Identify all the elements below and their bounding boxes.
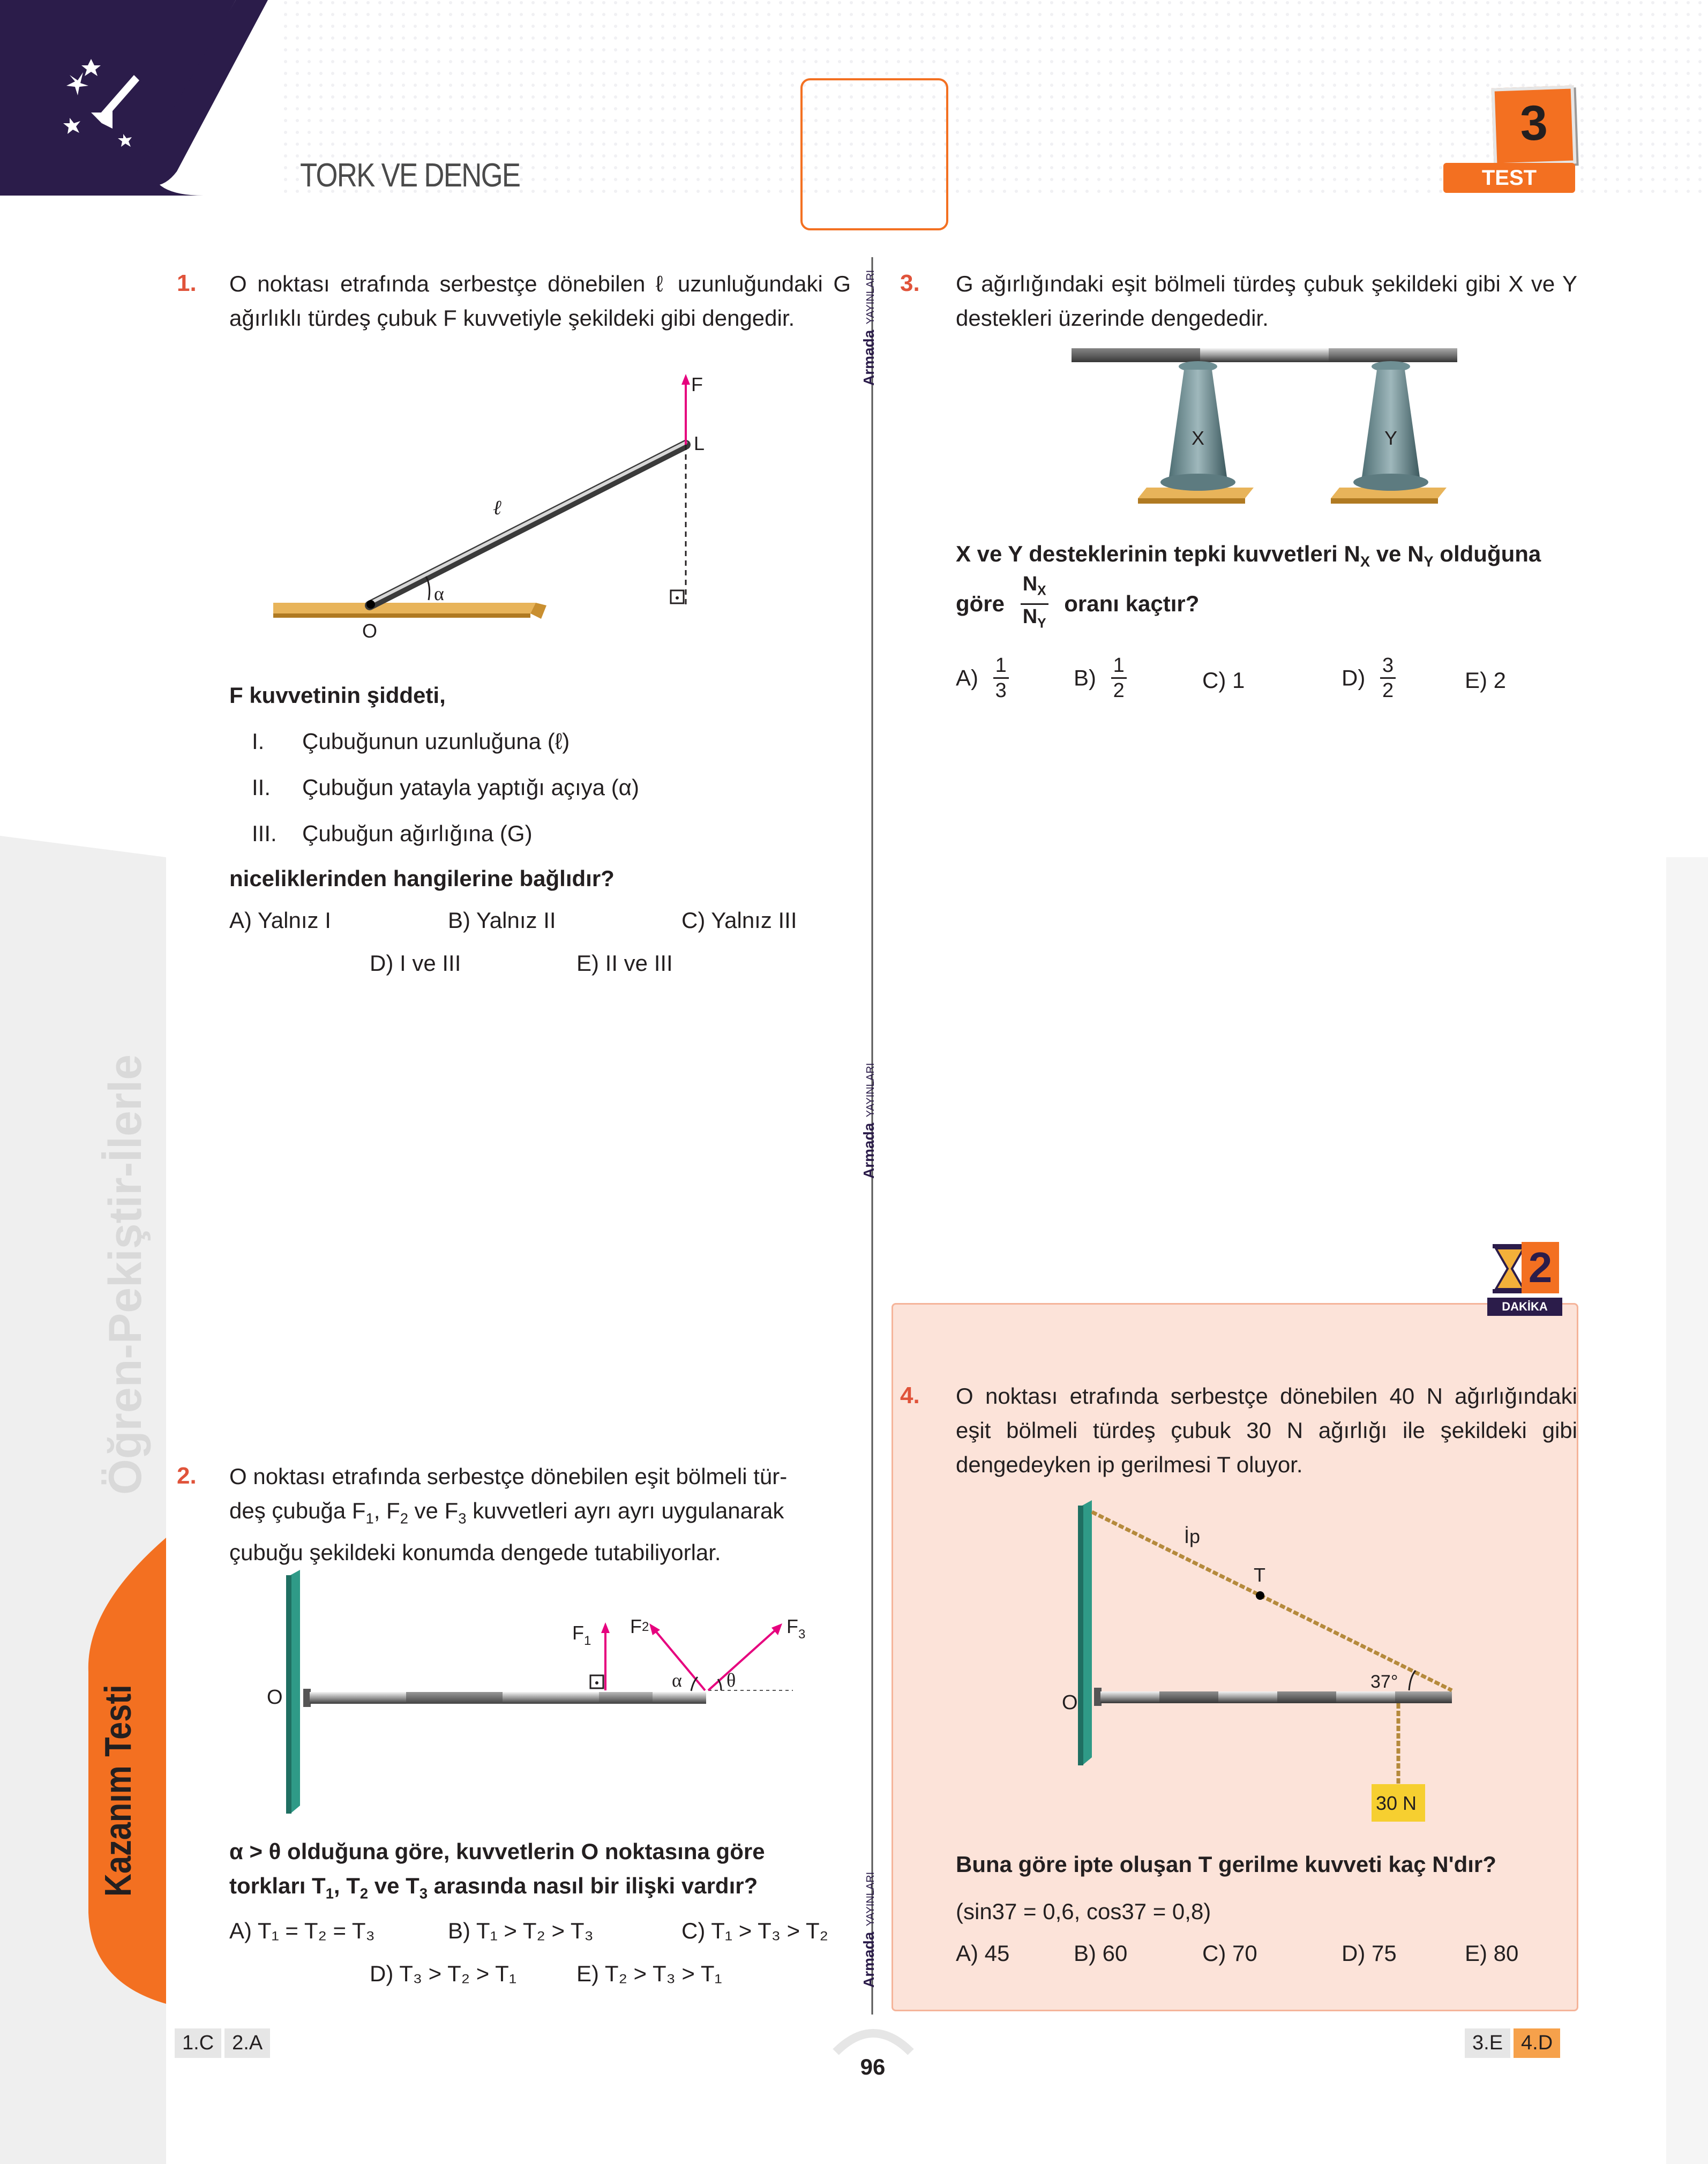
roman-item-numeral: II. (252, 775, 271, 800)
svg-text:F1: $F_1$ (572, 1622, 591, 1648)
question-number: 3. (900, 270, 920, 296)
option-c[interactable]: C) 1 (1202, 668, 1245, 693)
answer-key-item: 1.C (175, 2028, 221, 2058)
section-label: Kazanım Testi (97, 1684, 139, 1897)
fig-label-ell: ℓ (493, 497, 501, 519)
fig-label-F1: F (572, 1622, 584, 1644)
roman-item-numeral: III. (252, 821, 277, 846)
svg-text:F3: $F_3$ (786, 1615, 806, 1642)
option-a[interactable]: A) T₁ = T₂ = T₃ (229, 1918, 375, 1943)
fig-label-theta: θ (726, 1669, 736, 1691)
option-e[interactable]: E) 2 (1465, 668, 1507, 693)
question-text: O noktası etrafında serbestçe dönebilen eşit bölmeli tür- deş çubuğa $F_1$, $F_2$ ve $F_3$ kuvvetleri ayrı ayrı uygulanarak çubuğu şekildeki konumda dengede tutabiliyorlar. (229, 1464, 788, 1566)
answer-key-right (1465, 2028, 1560, 2058)
option-b[interactable]: B) $\frac{1}{2}$ (1074, 654, 1127, 702)
fig-label-T: T (1254, 1564, 1265, 1586)
option-a[interactable]: A) 45 (956, 1941, 1010, 1966)
fig-label-Y: Y (1384, 427, 1398, 449)
publisher-mark: Armada YAYINLARI (860, 1871, 877, 1988)
answer-key-left (175, 2028, 270, 2058)
option-a[interactable]: A) $\frac{1}{3}$ (956, 654, 1009, 702)
option-b[interactable]: B) T₁ > T₂ > T₃ (448, 1918, 594, 1943)
question-prompt: Buna göre ipte oluşan T gerilme kuvveti kaç N'dır? (956, 1852, 1496, 1877)
roman-item-text: Çubuğunun uzunluğuna (ℓ) (302, 729, 570, 754)
option-e[interactable]: E) 80 (1465, 1941, 1519, 1966)
publisher-mark: Armada YAYINLARI (860, 1062, 877, 1179)
test-number: 3 (1519, 95, 1549, 151)
fig-label-angle: 37° (1370, 1672, 1398, 1692)
fig-label-O: O (362, 620, 378, 642)
answer-key-item: 2.A (224, 2028, 270, 2058)
option-d[interactable]: D) I ve III (370, 950, 461, 976)
option-c[interactable]: C) Yalnız III (681, 908, 797, 933)
question-text: O noktası etrafında serbestçe dönebilen 40 N ağırlığındaki eşit bölmeli türdeş çubuk 30 N ağırlığı ile şekildeki gibi dengedeyken ip gerilmesi T oluyor. (956, 1383, 1577, 1477)
question-prompt: niceliklerinden hangilerine bağlıdır? (229, 866, 615, 891)
test-label: TEST (1443, 163, 1575, 193)
fig-label-F3: F (786, 1615, 798, 1637)
timer-label: DAKİKA (1487, 1298, 1562, 1316)
fig-label-ip: İp (1184, 1525, 1201, 1547)
q3-figure (1066, 338, 1463, 520)
timer-badge (1483, 1242, 1563, 1322)
answer-key-item: 4.D (1514, 2028, 1560, 2058)
fig-label-L: L (694, 432, 705, 454)
roman-item-text: Çubuğun yatayla yaptığı açıya (α) (302, 775, 639, 800)
question-text: O noktası etrafında serbestçe dönebilen ℓ uzunluğundaki G ağırlıklı türdeş çubuk F kuvvetiyle şekildeki gibi dengedir. (229, 271, 851, 331)
watermark-text: Öğren-Pekiştir-İlerle (100, 1054, 151, 1495)
question-number: 2. (177, 1463, 197, 1489)
option-e[interactable]: E) II ve III (576, 950, 673, 976)
question-prompt: α > θ olduğuna göre, kuvvetlerin O noktasına göre torkları $T_1$, $T_2$ ve $T_3$ arasında nasıl bir ilişki vardır? (229, 1839, 765, 1902)
question-stem: F kuvvetinin şiddeti, (229, 683, 446, 708)
answer-key-item: 3.E (1465, 2028, 1510, 2058)
fig-label-F2: F (630, 1615, 642, 1637)
q4-figure (1055, 1500, 1484, 1832)
option-e[interactable]: E) T₂ > T₃ > T₁ (576, 1961, 722, 1986)
option-b[interactable]: B) 60 (1074, 1941, 1128, 1966)
fig-label-weight: 30 N (1376, 1792, 1417, 1814)
fig-label-alpha: α (434, 583, 444, 604)
test-number-badge (1491, 85, 1576, 166)
timer-number: 2 (1522, 1242, 1559, 1293)
header-empty-box (800, 78, 948, 230)
option-a[interactable]: A) Yalnız I (229, 908, 331, 933)
question-number: 1. (177, 270, 197, 296)
question-hint: (sin37 = 0,6, cos37 = 0,8) (956, 1899, 1211, 1924)
page-title: TORK VE DENGE (300, 157, 520, 194)
fig-label-alpha: α (672, 1669, 682, 1691)
fig-label-O: O (1062, 1691, 1078, 1714)
question-prompt-line2: göre $\frac{N_X}{N_Y}$ oranı kaçtır? (956, 573, 1200, 631)
question-number: 4. (900, 1382, 920, 1409)
roman-item-numeral: I. (252, 729, 265, 754)
fig-label-O: O (267, 1686, 283, 1709)
option-b[interactable]: B) Yalnız II (448, 908, 556, 933)
option-d[interactable]: D) T₃ > T₂ > T₁ (370, 1961, 516, 1986)
option-c[interactable]: C) T₁ > T₃ > T₂ (681, 1918, 828, 1943)
option-c[interactable]: C) 70 (1202, 1941, 1257, 1966)
q1-figure (268, 370, 814, 659)
option-d[interactable]: D) 75 (1342, 1941, 1397, 1966)
q2-figure (263, 1570, 814, 1822)
roman-item-text: Çubuğun ağırlığına (G) (302, 821, 533, 846)
publisher-mark: Armada YAYINLARI (860, 269, 877, 386)
page-number: 96 (860, 2054, 886, 2079)
question-text: G ağırlığındaki eşit bölmeli türdeş çubuk şekildeki gibi X ve Y destekleri üzerinde dengededir. (956, 271, 1577, 331)
logo-icon (59, 54, 161, 155)
option-d[interactable]: D) $\frac{3}{2}$ (1342, 654, 1396, 702)
fig-label-F: F (691, 373, 703, 395)
svg-text:F2: F2 (630, 1615, 649, 1637)
fig-label-X: X (1192, 427, 1205, 449)
question-prompt: X ve Y desteklerinin tepki kuvvetleri $N_X$ ve $N_Y$ olduğuna (956, 541, 1541, 570)
